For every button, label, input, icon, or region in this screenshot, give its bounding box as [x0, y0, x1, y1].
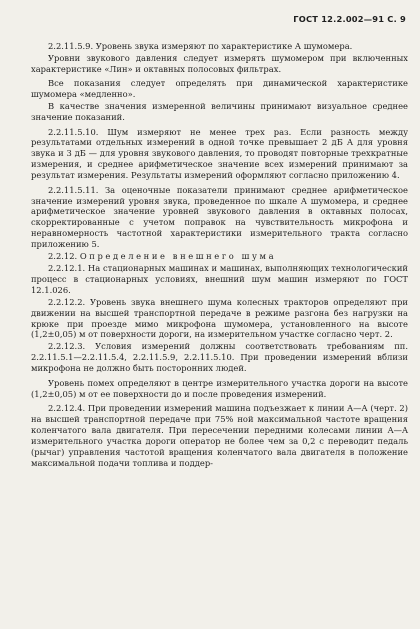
section-title: Определение внешнего шума	[79, 251, 277, 262]
document-body	[31, 41, 408, 472]
paragraph: 2.2.12.2. Уровень звука внешнего шума колесных тракторов определяют при движении на высшей транспортной передаче в режиме разгона без нагрузки на крюке при проезде мимо микрофона шумомера, установленного на высоте (1,2±0,05) м от поверхности дороги, на измерительном участке согласно черт. 2.	[31, 296, 408, 340]
section-number: 2.2.12.	[48, 251, 78, 262]
paragraph: Уровни звукового давления следует измерять шумомером при включенных характеристике «Лин» и октавных полосовых фильтрах.	[31, 52, 408, 74]
section-heading	[31, 251, 408, 262]
paragraph: 2.2.11.5.9. Уровень звука измеряют по характеристике А шумомера.	[48, 41, 353, 51]
paragraph: Все показания следует определять при динамической характеристике шумомера «медленно».	[31, 78, 408, 100]
paragraph: 2.2.12.4. При проведении измерений машина подъезжает к линии A—A (черт. 2) на высшей транспортной передаче при 75% ной максимальной частоте вращения коленчатого вала двигателя. При пересечении передними колесами линии A—A измерительного участка дороги оператор не более чем за 0,2 с переводит педаль (рычаг) управления частотой вращения коленчатого вала двигателя в положение максимальной подачи топлива и поддер-	[31, 403, 408, 468]
paragraph: 2.2.12.3. Условия измерений должны соответствовать требованиям пп. 2.2.11.5.1—2.2.11.5.4, 2.2.11.5.9, 2.2.11.5.10. При проведении измерений вблизи микрофона не должно быть посторонних людей.	[31, 341, 408, 374]
page-header: ГОСТ 12.2.002—91 С. 9	[293, 14, 406, 24]
paragraph: 2.2.12.1. На стационарных машинах и машинах, выполняющих технологический процесс в стационарных условиях, внешний шум машин измеряют по ГОСТ 12.1.026.	[31, 263, 408, 295]
paragraph: 2.2.11.5.11. За оценочные показатели принимают среднее арифметическое значение измерений уровня звука, проведенное по шкале A шумомера, и среднее арифметическое значение уровней звукового давления в октавных полосах, скорректированные с учетом поправок на чувствительность микрофона и неравномерность частотной характеристики измерительного тракта согласно приложению 5.	[31, 184, 408, 250]
paragraph: Уровень помех определяют в центре измерительного участка дороги на высоте (1,2±0,05) м от ее поверхности до и после проведения измерений.	[31, 377, 408, 399]
paragraph: В качестве значения измеренной величины принимают визуальное среднее значение показаний.	[31, 101, 408, 123]
paragraph: 2.2.11.5.10. Шум измеряют не менее трех раз. Если разность между результатами отдельных измерений в одной точке превышает 2 дБ A для уровня звука и 3 дБ — для уровня звукового давления, то проводят повторные трехкратные измерения, и среднее арифметическое значение всех измерений принимают за результат измерения. Результаты измерений оформляют согласно приложению 4.	[31, 126, 408, 181]
